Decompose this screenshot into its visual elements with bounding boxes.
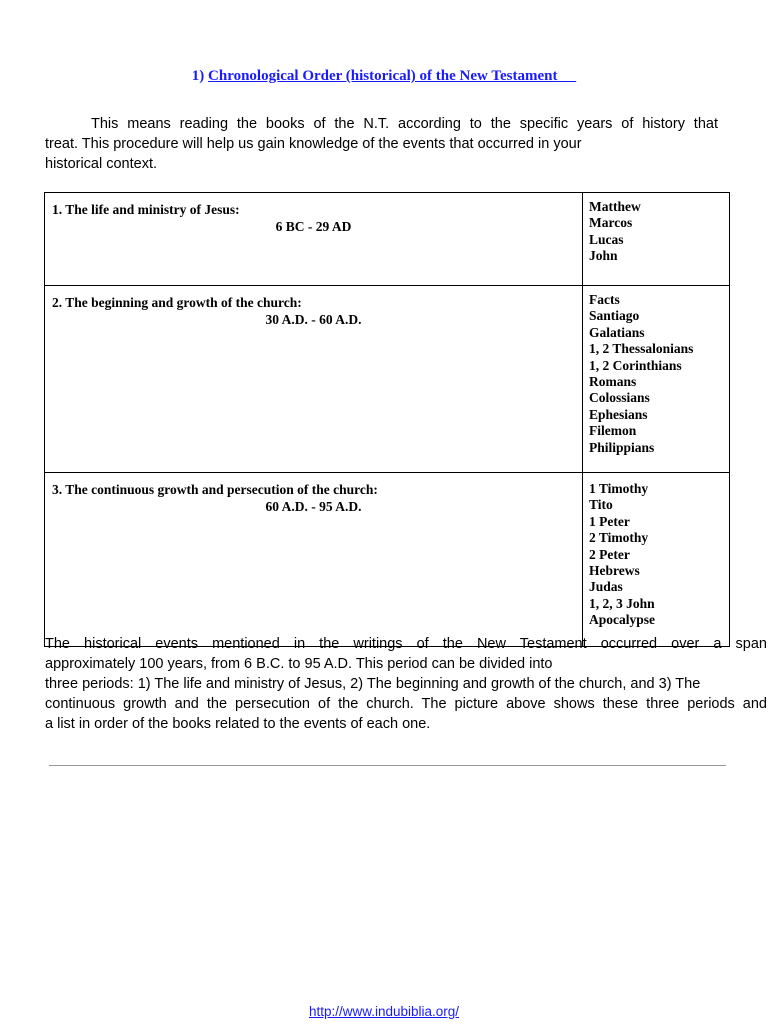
- book-item: Santiago: [589, 308, 640, 324]
- footer-website-link[interactable]: http://www.indubiblia.org/: [308, 1004, 460, 1019]
- summary-line: a list in order of the books related to the events of each one.: [45, 716, 431, 732]
- book-item: Facts: [589, 292, 620, 307]
- book-item: Matthew: [589, 199, 641, 214]
- book-item: 1 Peter: [589, 513, 630, 529]
- heading-underline-trail: [557, 68, 576, 84]
- book-item: John: [589, 248, 618, 264]
- period-cell: [45, 473, 583, 647]
- book-item: 2 Peter: [589, 546, 630, 562]
- summary-line: continuous growth and the persecution of the church. The picture above shows these three periods and: [45, 696, 767, 712]
- book-item: Ephesians: [589, 406, 648, 422]
- table-row: [45, 473, 730, 647]
- book-item: 1, 2 Thessalonians: [589, 341, 694, 357]
- table-row: [45, 193, 730, 286]
- summary-line: approximately 100 years, from 6 B.C. to 95 A.D. This period can be divided into: [45, 656, 553, 672]
- heading-title: Chronological Order (historical) of the New Testament: [208, 68, 558, 84]
- section-heading: [0, 68, 768, 85]
- book-item: Lucas: [589, 231, 624, 247]
- book-item: 1, 2 Corinthians: [589, 357, 682, 373]
- intro-line: historical context.: [45, 156, 158, 172]
- book-item: Judas: [589, 579, 623, 595]
- period-cell: [45, 193, 583, 286]
- period-range: 6 BC - 29 AD: [275, 219, 352, 234]
- books-cell: [583, 193, 730, 286]
- book-item: Filemon: [589, 423, 637, 439]
- book-item: 1, 2, 3 John: [589, 595, 655, 611]
- book-item: Philippians: [589, 439, 655, 455]
- books-cell: [583, 473, 730, 647]
- intro-line: This means reading the books of the N.T. according to the specific years of history that: [91, 116, 718, 132]
- period-title: 2. The beginning and growth of the church:: [52, 295, 302, 310]
- heading-number: 1): [191, 68, 205, 84]
- intro-line: treat. This procedure will help us gain knowledge of the events that occurred in your: [45, 136, 582, 152]
- period-range: 60 A.D. - 95 A.D.: [265, 499, 362, 514]
- intro-paragraph: [45, 114, 718, 174]
- book-item: Marcos: [589, 215, 633, 231]
- period-title: 1. The life and ministry of Jesus:: [52, 202, 240, 217]
- book-item: Romans: [589, 374, 637, 390]
- periods-table: [44, 192, 730, 647]
- book-item: Tito: [589, 497, 613, 513]
- period-cell: [45, 286, 583, 473]
- summary-paragraph: [45, 634, 767, 734]
- book-item: Galatians: [589, 324, 645, 340]
- books-cell: [583, 286, 730, 473]
- table-row: [45, 286, 730, 473]
- book-item: Hebrews: [589, 563, 640, 579]
- book-item: Colossians: [589, 390, 650, 406]
- book-item: 2 Timothy: [589, 530, 649, 546]
- summary-line: The historical events mentioned in the writings of the New Testament occurred over a span: [45, 636, 767, 652]
- summary-line: three periods: 1) The life and ministry of Jesus, 2) The beginning and growth of the church, and 3) The: [45, 676, 701, 692]
- period-range: 30 A.D. - 60 A.D.: [265, 312, 362, 327]
- book-item: Apocalypse: [589, 612, 656, 628]
- period-title: 3. The continuous growth and persecution of the church:: [52, 482, 378, 497]
- book-item: 1 Timothy: [589, 481, 649, 496]
- horizontal-divider: [49, 765, 726, 766]
